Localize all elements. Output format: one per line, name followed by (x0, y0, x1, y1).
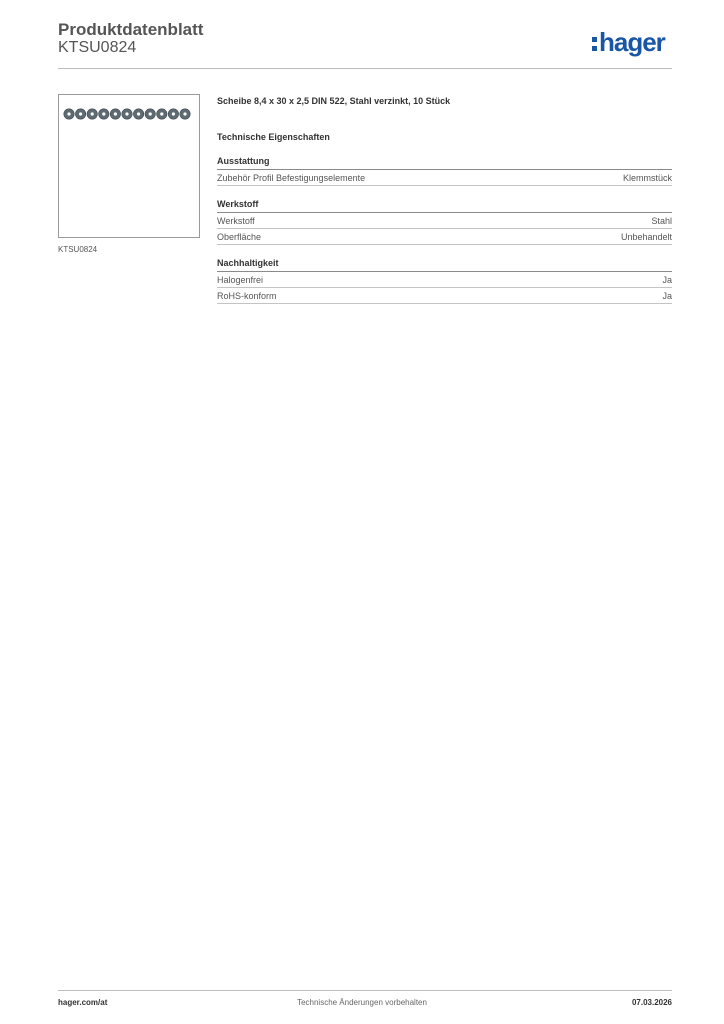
logo-dots-icon (592, 37, 597, 51)
washer-hole (91, 112, 94, 115)
spec-row (217, 170, 672, 186)
logo-text: hager (599, 27, 665, 57)
washer-hole (149, 112, 152, 115)
washer-hole (183, 112, 186, 115)
spec-row (217, 229, 672, 245)
product-description: Scheibe 8,4 x 30 x 2,5 DIN 522, Stahl verzinkt, 10 Stück (217, 96, 451, 106)
spec-value: Ja (662, 291, 672, 301)
page-title: Produktdatenblatt (58, 20, 204, 39)
group-heading: Werkstoff (217, 198, 672, 213)
washer-hole (172, 112, 175, 115)
spec-label: Werkstoff (217, 216, 255, 226)
spec-group-nachhaltigkeit (217, 257, 672, 304)
group-heading: Nachhaltigkeit (217, 257, 672, 272)
footer-date: 07.03.2026 (631, 998, 672, 1007)
spec-content (217, 95, 672, 304)
footer-website: hager.com/at (58, 998, 108, 1007)
washer-hole (67, 112, 70, 115)
spec-value: Klemmstück (622, 173, 672, 183)
product-image (58, 94, 200, 238)
group-heading: Ausstattung (217, 155, 672, 170)
washer-hole (137, 112, 140, 115)
spec-label: Halogenfrei (217, 275, 264, 285)
washer-hole (125, 112, 128, 115)
washer-hole (102, 112, 105, 115)
spec-value: Ja (662, 275, 672, 285)
spec-row (217, 288, 672, 304)
image-caption: KTSU0824 (58, 245, 98, 254)
washer-hole (114, 112, 117, 115)
footer-disclaimer: Technische Änderungen vorbehalten (297, 998, 427, 1007)
spec-value: Stahl (651, 216, 672, 226)
spec-row (217, 272, 672, 288)
spec-row (217, 213, 672, 229)
spec-group-werkstoff (217, 198, 672, 245)
washer-hole (79, 112, 82, 115)
spec-label: Oberfläche (217, 232, 262, 242)
hager-logo (592, 26, 665, 58)
product-code: KTSU0824 (58, 39, 137, 56)
spec-label: Zubehör Profil Befestigungselemente (217, 173, 366, 183)
washer-hole (160, 112, 163, 115)
spec-group-ausstattung (217, 155, 672, 186)
header-divider (58, 68, 672, 69)
washers-illustration (63, 104, 197, 124)
spec-label: RoHS-konform (217, 291, 277, 301)
section-heading: Technische Eigenschaften (217, 132, 330, 142)
spec-value: Unbehandelt (620, 232, 672, 242)
footer-divider (58, 990, 672, 991)
